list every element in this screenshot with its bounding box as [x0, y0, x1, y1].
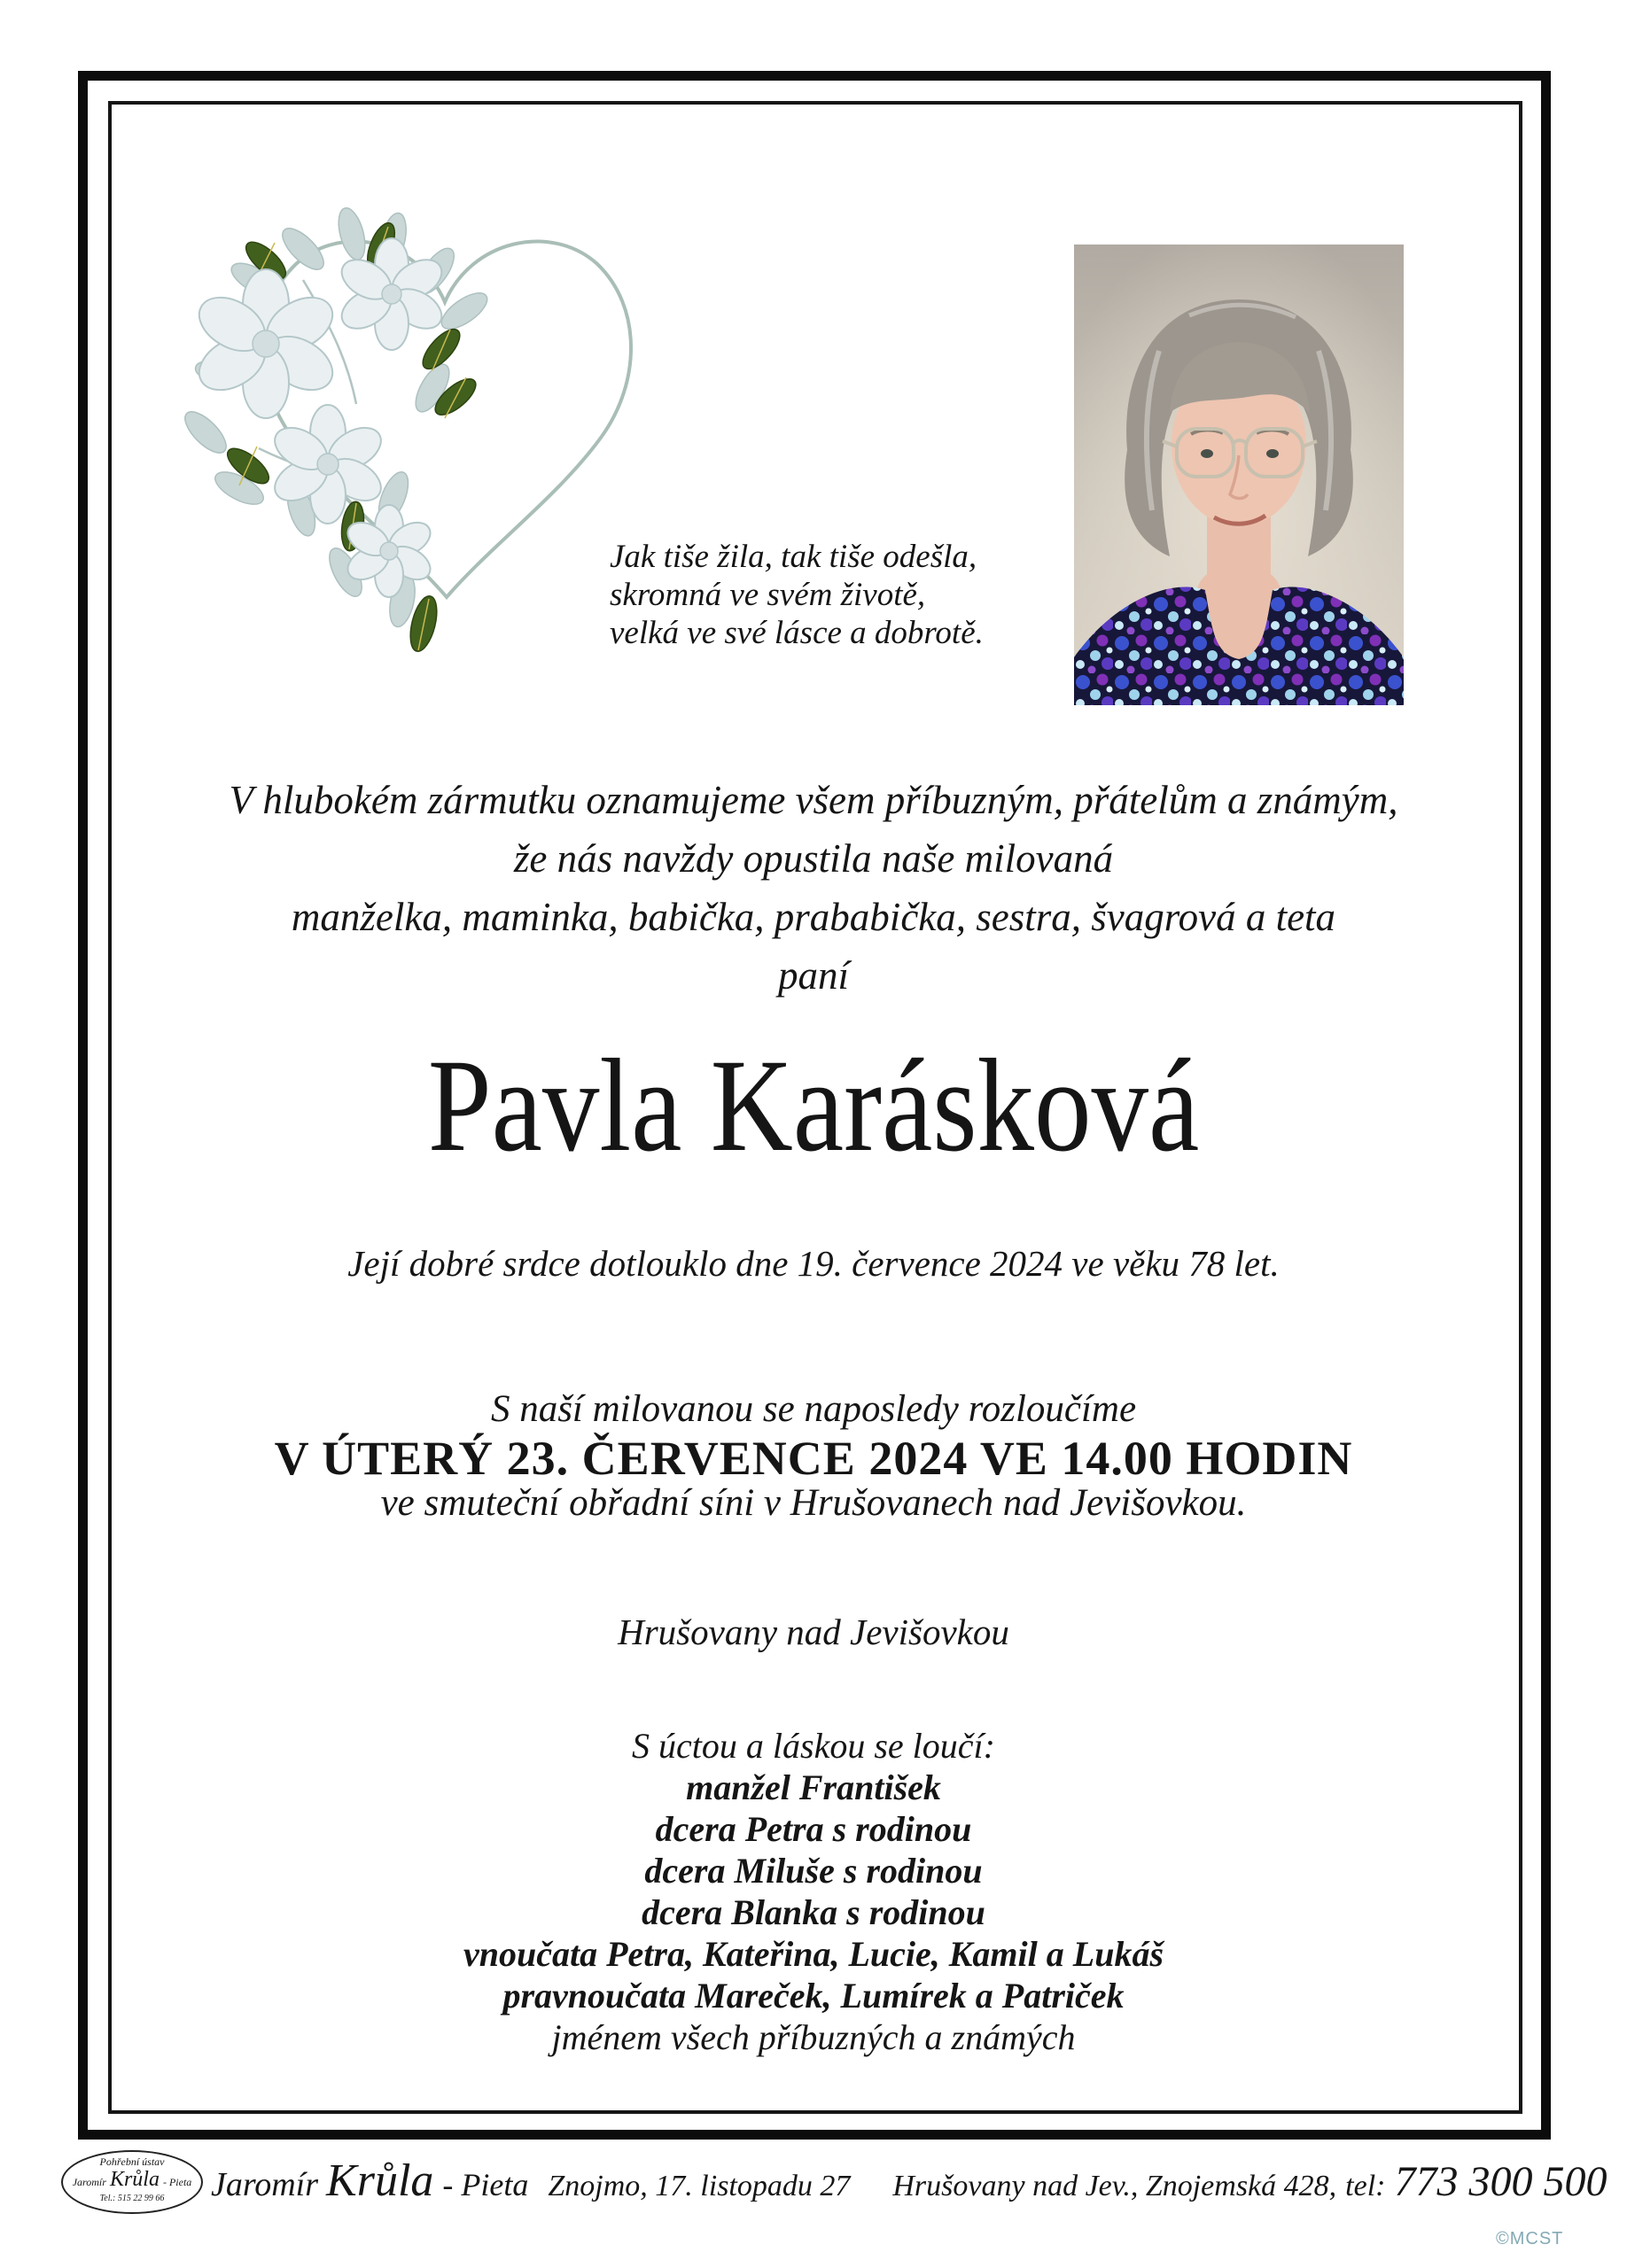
mourner-item: pravnoučata Mareček, Lumírek a Patriček [502, 1976, 1125, 2016]
mourners-list [0, 1725, 1627, 2058]
seal-top-text: Pohřební ústav [99, 2155, 165, 2168]
deceased-portrait-photo [1074, 245, 1404, 705]
announcement-line: paní [777, 953, 849, 998]
farewell-datetime: V ÚTERÝ 23. ČERVENCE 2024 VE 14.00 HODIN [274, 1432, 1353, 1485]
deceased-name-text: Pavla Karásková [427, 1032, 1200, 1179]
strip-phone-label: tel: [1345, 2170, 1386, 2202]
printer-watermark: ©MCST [1496, 2229, 1564, 2249]
mourners-intro: S úctou a láskou se loučí: [632, 1726, 995, 1766]
verse-line: velká ve své lásce a dobrotě. [610, 615, 984, 651]
seal-name-main: Krůla [109, 2168, 160, 2191]
strip-city-address: Znojmo, 17. listopadu 27 [548, 2170, 851, 2202]
mourners-closing: jménem všech příbuzných a známých [551, 2017, 1076, 2057]
mourner-item: manžel František [686, 1767, 941, 1807]
mourner-item: vnoučata Petra, Kateřina, Lucie, Kamil a Lukáš [463, 1934, 1164, 1974]
town-name: Hrušovany nad Jevišovkou [618, 1612, 1009, 1652]
announcement-line: V hlubokém zármutku oznamujeme všem příbuzným, přátelům a známým, [229, 778, 1398, 822]
flower-large [190, 269, 341, 418]
farewell-intro: S naší milovanou se naposledy rozloučíme [490, 1388, 1137, 1430]
verse-line: Jak tiše žila, tak tiše odešla, [610, 539, 977, 575]
funeral-home-seal [61, 2150, 203, 2214]
announcement-text [0, 771, 1627, 1005]
death-notice: Její dobré srdce dotlouklo dne 19. července 2024 ve věku 78 let. [347, 1243, 1280, 1284]
deceased-name [0, 1032, 1627, 1179]
flower-middle [268, 405, 388, 524]
mourner-item: dcera Petra s rodinou [655, 1809, 972, 1849]
announcement-line: že nás navždy opustila naše milovaná [513, 836, 1114, 881]
seal-name-suffix: - Pieta [162, 2176, 192, 2188]
seal-name-prefix: Jaromír [72, 2176, 106, 2188]
strip-name-main: Krůla [326, 2155, 434, 2206]
funeral-home-strip [211, 2155, 1607, 2207]
strip-branch-address: Hrušovany nad Jev., Znojemská 428, [892, 2170, 1337, 2202]
seal-name [63, 2168, 201, 2194]
verse-line: skromná ve svém životě, [610, 577, 926, 613]
mourner-item: dcera Miluše s rodinou [644, 1851, 983, 1891]
seal-phone: Tel.: 515 22 99 66 [99, 2194, 165, 2203]
announcement-line: manželka, maminka, babička, prababička, sestra, švagrová a teta [291, 895, 1336, 939]
mourner-item: dcera Blanka s rodinou [642, 1892, 985, 1932]
floral-heart-decoration [170, 200, 666, 670]
memorial-verse [610, 538, 984, 652]
farewell-location: ve smuteční obřadní síni v Hrušovanech nad Jevišovkou. [380, 1482, 1247, 1524]
strip-name-suffix: - Pieta [442, 2167, 529, 2202]
strip-phone-number: 773 300 500 [1394, 2158, 1608, 2205]
strip-name-prefix: Jaromír [211, 2166, 319, 2203]
